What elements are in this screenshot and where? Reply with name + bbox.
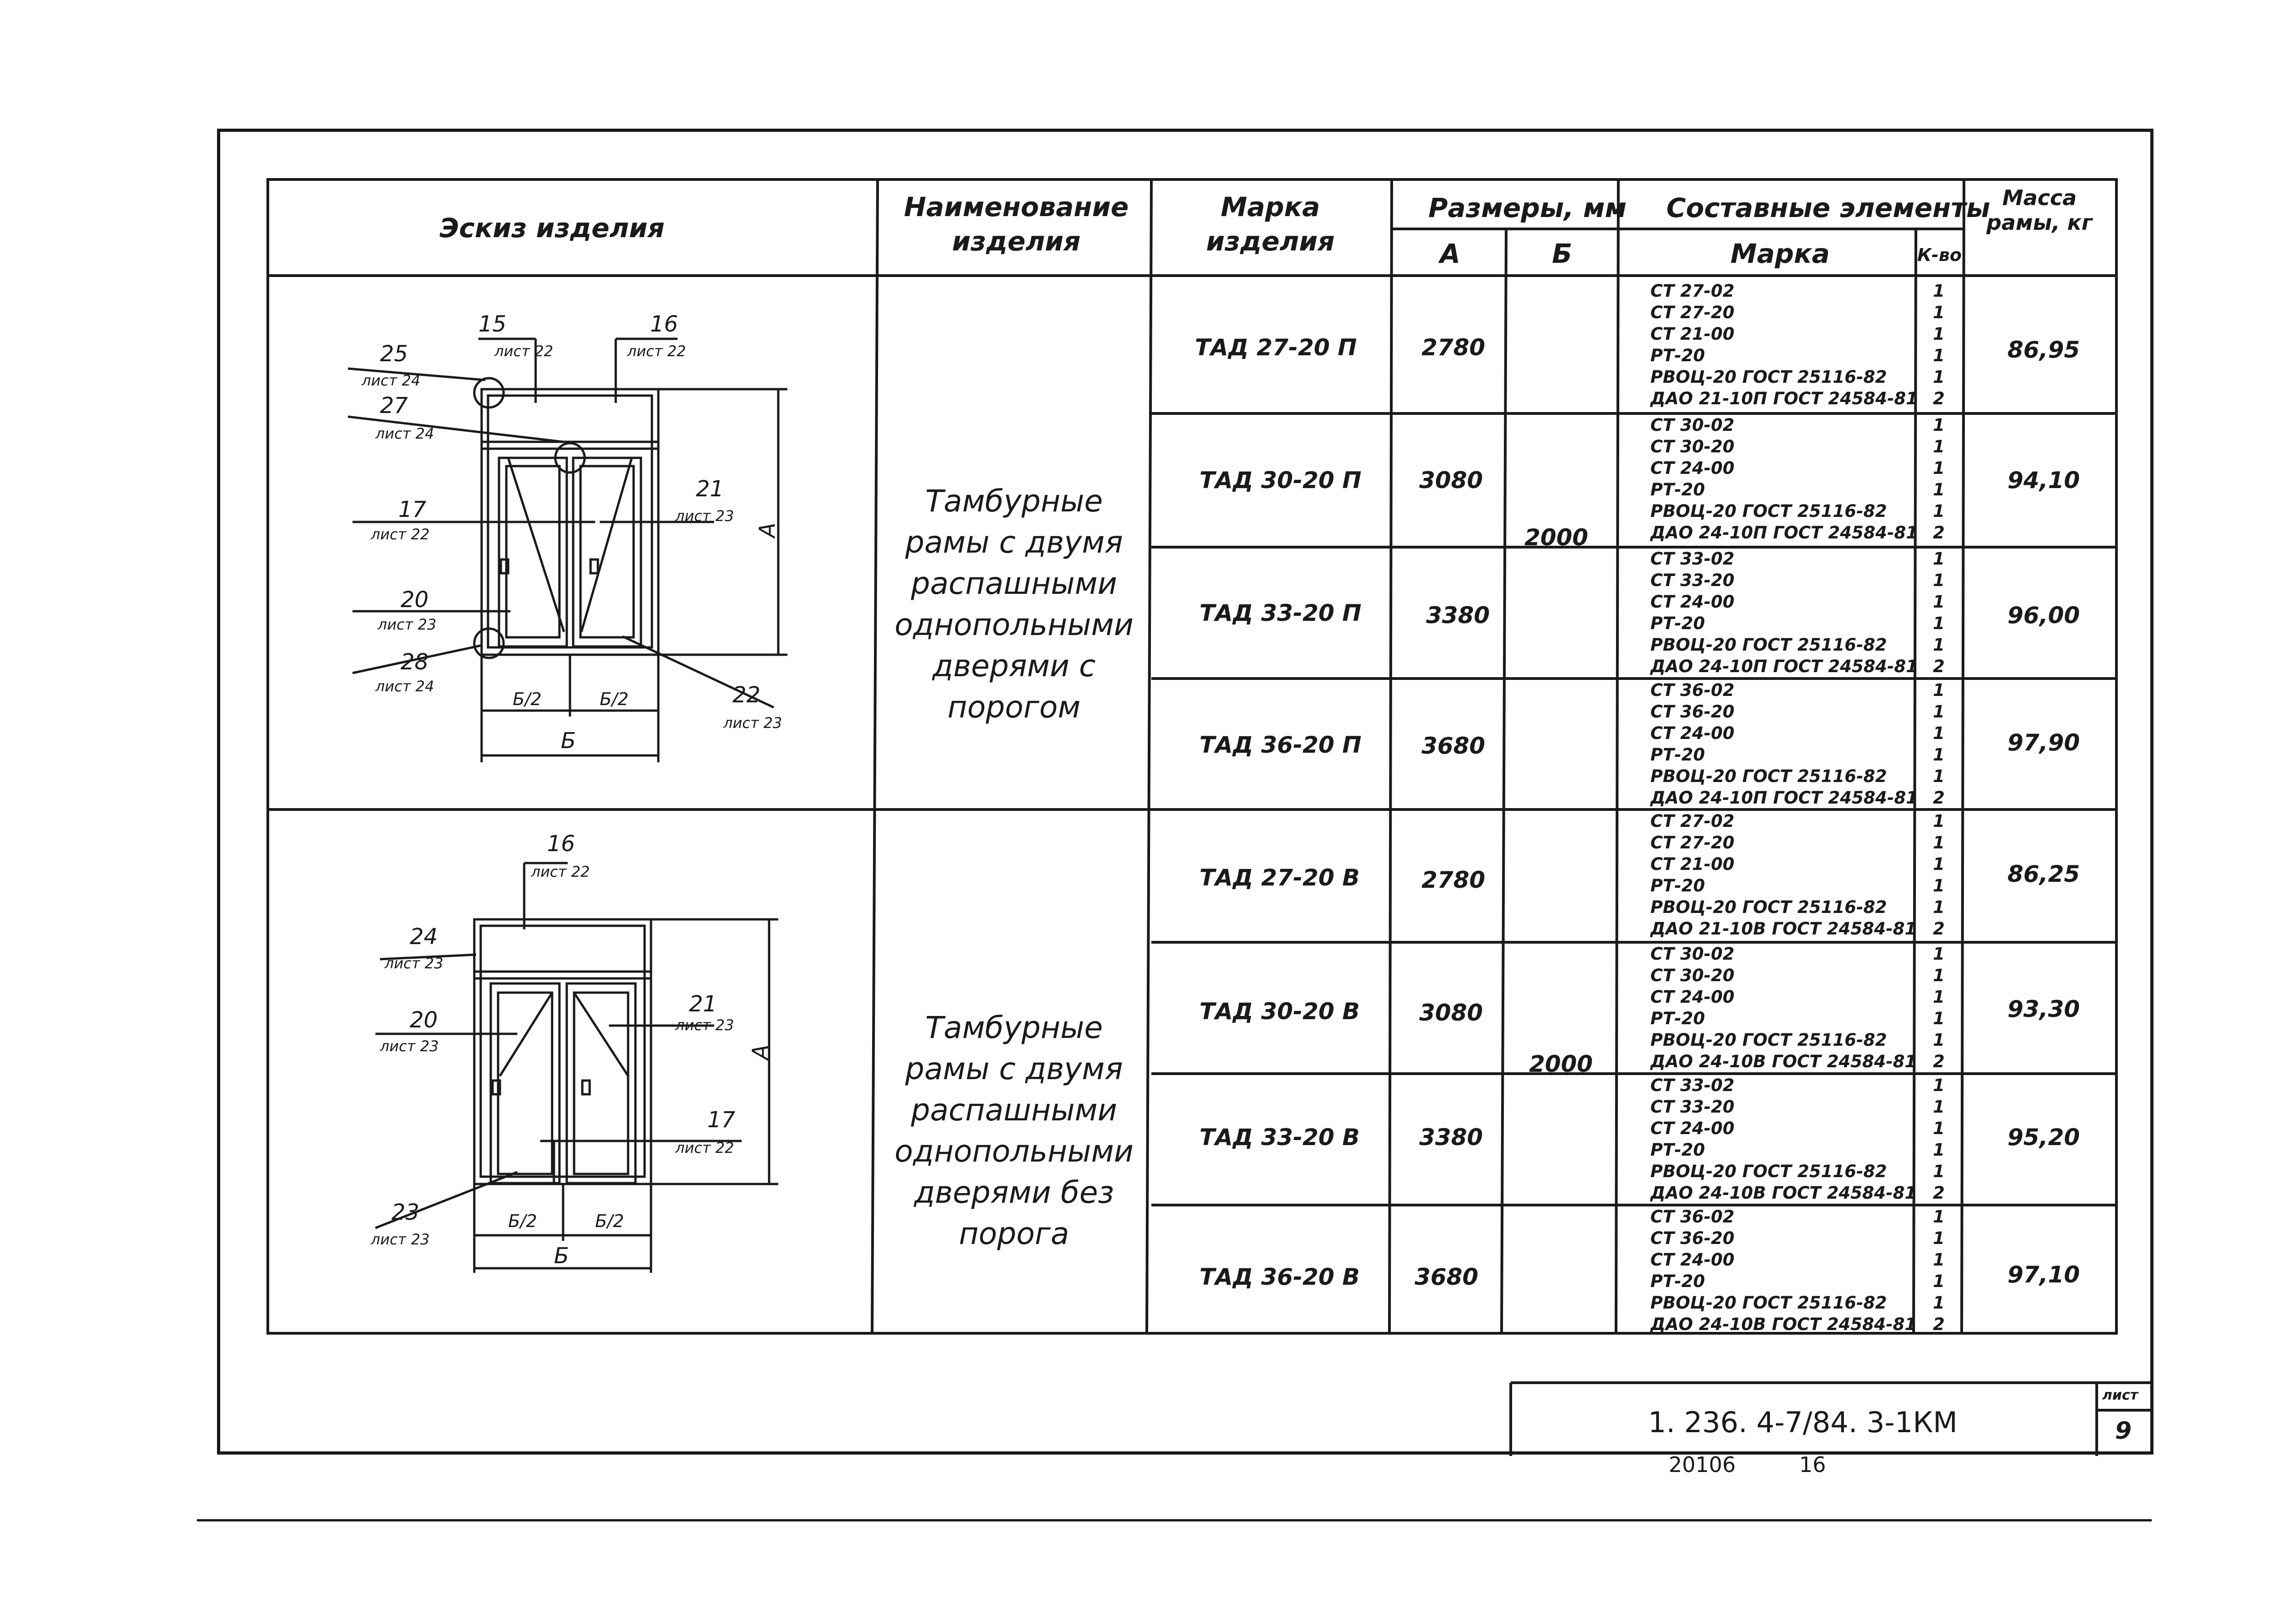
element: СТ 24-00: [1650, 1119, 1735, 1138]
header-size-a: А: [1440, 238, 1460, 269]
header-elem-mark: Марка: [1730, 238, 1830, 269]
callout-number: 21: [689, 991, 717, 1017]
element: СТ 27-20: [1650, 303, 1735, 322]
row-mark: ТАД 30-20 В: [1199, 998, 1360, 1025]
qty: 1: [1933, 324, 1945, 344]
element: РВОЦ-20 ГОСТ 25116-82: [1650, 367, 1887, 387]
callout-sheet: лист 22: [675, 1139, 734, 1157]
sheet-number: 9: [2115, 1417, 2132, 1445]
qty: 1: [1933, 570, 1945, 590]
header-name-text: Наименование изделия: [904, 191, 1129, 257]
qty-list: [1920, 1075, 1957, 1204]
qty: 1: [1933, 501, 1945, 521]
callout-number: 20: [410, 1007, 438, 1033]
callout-sheet: лист 23: [675, 507, 734, 525]
header-elements: Составные элементы: [1666, 192, 1991, 223]
qty: 1: [1933, 1162, 1945, 1181]
col-line: [1147, 179, 1151, 1333]
element: СТ 33-20: [1650, 570, 1735, 590]
row-mass: 96,00: [2007, 602, 2080, 629]
qty-list: [1920, 1206, 1957, 1335]
element: ДАО 24-10П ГОСТ 24584-81: [1650, 788, 1918, 808]
element-list: [1650, 414, 1918, 543]
qty-list: [1920, 548, 1957, 677]
archive-page: 16: [1799, 1452, 1826, 1477]
element: СТ 36-20: [1650, 702, 1735, 722]
col-line: [872, 179, 878, 1333]
element: СТ 24-00: [1650, 987, 1735, 1007]
row-mass: 86,25: [2007, 861, 2080, 887]
element: РТ-20: [1650, 614, 1705, 633]
qty-list: [1920, 943, 1957, 1072]
qty: 1: [1933, 437, 1945, 456]
element: ДАО 24-10П ГОСТ 24584-81: [1650, 523, 1918, 543]
group2-size-b: 2000: [1529, 1051, 1593, 1077]
row-size-a: 3080: [1419, 467, 1483, 494]
element: СТ 21-00: [1650, 854, 1735, 874]
qty-list: [1920, 679, 1957, 809]
row-mass: 95,20: [2007, 1124, 2080, 1151]
qty: 1: [1933, 1250, 1945, 1270]
header-size-b: Б: [1552, 238, 1573, 269]
qty: 1: [1933, 1097, 1945, 1117]
qty-list: [1920, 280, 1957, 409]
row-mass: 97,10: [2007, 1261, 2080, 1288]
element: ДАО 24-10В ГОСТ 24584-81: [1650, 1314, 1917, 1334]
qty: 1: [1933, 987, 1945, 1007]
left-leaf: [499, 458, 567, 646]
element: ДАО 24-10В ГОСТ 24584-81: [1650, 1052, 1917, 1071]
qty: 1: [1933, 897, 1945, 917]
callout-sheet: лист 23: [723, 714, 782, 732]
qty: 2: [1933, 1314, 1945, 1334]
element-list: [1650, 943, 1916, 1072]
row-mass: 94,10: [2007, 467, 2080, 494]
element: СТ 24-00: [1650, 1250, 1735, 1270]
callout-number: 16: [547, 831, 575, 857]
element: СТ 30-02: [1650, 944, 1735, 964]
qty: 1: [1933, 745, 1945, 765]
callout-sheet: лист 22: [371, 526, 430, 543]
dimension-half: Б/2: [595, 1211, 624, 1231]
element-list: [1650, 679, 1918, 809]
qty-list: [1920, 414, 1957, 543]
qty: 2: [1933, 788, 1945, 808]
header-name: [897, 190, 1135, 259]
dimension-b: Б: [554, 1243, 569, 1269]
callout-number: 17: [398, 497, 427, 522]
element-list: [1650, 280, 1918, 409]
qty: 1: [1933, 680, 1945, 700]
qty: 1: [1933, 966, 1945, 985]
element: РТ-20: [1650, 346, 1705, 365]
callout-number: 20: [401, 587, 429, 613]
callout-sheet: лист 24: [362, 372, 421, 389]
row-mark: ТАД 27-20 В: [1199, 864, 1360, 891]
element-list: [1650, 548, 1918, 677]
callout-sheet: лист 23: [675, 1016, 734, 1034]
callout-number: 24: [410, 924, 438, 950]
qty: 2: [1933, 523, 1945, 543]
qty: 1: [1933, 833, 1945, 853]
row-mass: 93,30: [2007, 996, 2080, 1022]
element: ДАО 24-10В ГОСТ 24584-81: [1650, 1183, 1917, 1203]
qty: 2: [1933, 1052, 1945, 1071]
header-sizes: Размеры, мм: [1428, 192, 1627, 223]
qty: 1: [1933, 1075, 1945, 1095]
callout-number: 22: [732, 682, 761, 708]
col-line: [1502, 229, 1506, 1333]
element: СТ 27-20: [1650, 833, 1735, 853]
row-size-a: 2780: [1421, 334, 1486, 361]
row-size-a: 3680: [1415, 1264, 1479, 1290]
archive-number: 20106: [1669, 1452, 1736, 1477]
callout-sheet: лист 24: [375, 678, 434, 695]
col-line: [1389, 179, 1392, 1333]
element: РТ-20: [1650, 480, 1705, 500]
qty: 1: [1933, 549, 1945, 569]
frame-outline: [474, 919, 651, 1184]
qty: 1: [1933, 303, 1945, 322]
qty: 1: [1933, 480, 1945, 500]
element: РВОЦ-20 ГОСТ 25116-82: [1650, 1162, 1887, 1181]
element: РВОЦ-20 ГОСТ 25116-82: [1650, 1030, 1887, 1050]
element: ДАО 21-10В ГОСТ 24584-81: [1650, 919, 1917, 939]
group1-size-b: 2000: [1524, 524, 1589, 551]
qty: 1: [1933, 702, 1945, 722]
callout-number: 21: [696, 476, 724, 502]
callout-sheet: лист 23: [371, 1231, 430, 1248]
element: СТ 36-20: [1650, 1228, 1735, 1248]
callout-sheet: лист 22: [494, 342, 553, 360]
row-mark: ТАД 27-20 П: [1195, 334, 1357, 361]
element-list: [1650, 1206, 1916, 1335]
qty: 2: [1933, 919, 1945, 939]
element: РВОЦ-20 ГОСТ 25116-82: [1650, 501, 1887, 521]
row-mark: ТАД 36-20 В: [1199, 1264, 1360, 1290]
col-line: [1616, 179, 1618, 1333]
element: СТ 30-20: [1650, 966, 1735, 985]
row-size-a: 2780: [1421, 867, 1486, 893]
element: РВОЦ-20 ГОСТ 25116-82: [1650, 766, 1887, 786]
element: РТ-20: [1650, 876, 1705, 896]
element: СТ 33-02: [1650, 1075, 1735, 1095]
row-size-a: 3680: [1421, 733, 1486, 759]
qty: 1: [1933, 766, 1945, 786]
element: ДАО 21-10П ГОСТ 24584-81: [1650, 389, 1918, 408]
row-mark: ТАД 33-20 П: [1199, 600, 1361, 626]
callout-sheet: лист 23: [380, 1037, 439, 1055]
qty: 1: [1933, 1293, 1945, 1313]
callout-number: 23: [391, 1200, 420, 1225]
qty: 1: [1933, 592, 1945, 612]
element: РТ-20: [1650, 745, 1705, 765]
element: СТ 27-02: [1650, 811, 1735, 831]
qty: 1: [1933, 281, 1945, 301]
element: СТ 36-02: [1650, 1207, 1735, 1227]
callout-sheet: лист 23: [385, 955, 444, 972]
callout-number: 17: [707, 1107, 736, 1133]
qty: 2: [1933, 389, 1945, 408]
element: РТ-20: [1650, 1271, 1705, 1291]
element: СТ 33-20: [1650, 1097, 1735, 1117]
qty: 1: [1933, 854, 1945, 874]
header-mass-text: Масса рамы, кг: [1986, 185, 2093, 235]
dimension-half: Б/2: [513, 689, 542, 709]
group2-name: Тамбурные рамы с двумя распашными однопольными дверями без порога: [894, 1010, 1134, 1251]
right-leaf: [567, 983, 635, 1183]
dimension-half: Б/2: [508, 1211, 537, 1231]
element: СТ 27-02: [1650, 281, 1735, 301]
qty: 1: [1933, 415, 1945, 435]
qty: 1: [1933, 1030, 1945, 1050]
row-mark: ТАД 30-20 П: [1199, 467, 1361, 494]
header-mass: [1969, 185, 2110, 235]
element: СТ 36-02: [1650, 680, 1735, 700]
dimension-half: Б/2: [600, 689, 629, 709]
element: СТ 21-00: [1650, 324, 1735, 344]
qty: 2: [1933, 1183, 1945, 1203]
element: СТ 30-20: [1650, 437, 1735, 456]
qty: 2: [1933, 657, 1945, 676]
qty: 1: [1933, 876, 1945, 896]
callout-sheet: лист 22: [531, 863, 590, 880]
qty: 1: [1933, 811, 1945, 831]
qty: 1: [1933, 1271, 1945, 1291]
document-code: 1. 236. 4-7/84. 3-1КМ: [1648, 1406, 1958, 1439]
col-line: [1962, 179, 1964, 1333]
qty: 1: [1933, 1009, 1945, 1028]
qty: 1: [1933, 458, 1945, 478]
dimension-a: А: [754, 522, 781, 538]
qty: 1: [1933, 346, 1945, 365]
group1-name: Тамбурные рамы с двумя распашными однопольными дверями с порогом: [894, 483, 1134, 725]
qty: 1: [1933, 1228, 1945, 1248]
element: СТ 30-02: [1650, 415, 1735, 435]
callout-sheet: лист 23: [378, 616, 437, 633]
handle: [582, 1081, 590, 1094]
element: РВОЦ-20 ГОСТ 25116-82: [1650, 635, 1887, 655]
handle: [591, 559, 598, 573]
header-sketch: Эскиз изделия: [439, 212, 665, 244]
row-mass: 97,90: [2007, 729, 2080, 756]
qty: 1: [1933, 1119, 1945, 1138]
qty: 1: [1933, 723, 1945, 743]
header-mark: [1170, 190, 1371, 259]
row-size-a: 3080: [1419, 999, 1483, 1026]
dimension-b: Б: [561, 728, 576, 754]
element: СТ 24-00: [1650, 592, 1735, 612]
qty: 1: [1933, 944, 1945, 964]
element: РТ-20: [1650, 1140, 1705, 1160]
row-mark: ТАД 33-20 В: [1199, 1124, 1360, 1151]
element: СТ 33-02: [1650, 549, 1735, 569]
row-size-a: 3380: [1419, 1124, 1483, 1151]
qty-list: [1920, 810, 1957, 940]
row-size-a: 3380: [1426, 602, 1490, 629]
element-list: [1650, 1075, 1916, 1204]
header-mark-text: Марка изделия: [1206, 191, 1335, 257]
handle: [501, 559, 508, 573]
sheet-label: лист: [2102, 1387, 2138, 1403]
callout-sheet: лист 24: [375, 425, 434, 442]
qty: 1: [1933, 1140, 1945, 1160]
element: РВОЦ-20 ГОСТ 25116-82: [1650, 897, 1887, 917]
callout-number: 16: [650, 311, 678, 337]
element: СТ 24-00: [1650, 458, 1735, 478]
callout-number: 28: [401, 649, 429, 675]
callout-sheet: лист 22: [627, 342, 686, 360]
element: СТ 24-00: [1650, 723, 1735, 743]
element: РВОЦ-20 ГОСТ 25116-82: [1650, 1293, 1887, 1313]
callout-number: 25: [380, 341, 408, 367]
row-mark: ТАД 36-20 П: [1199, 732, 1361, 758]
qty: 1: [1933, 1207, 1945, 1227]
dimension-a: А: [748, 1044, 774, 1060]
qty: 1: [1933, 635, 1945, 655]
callout-number: 15: [478, 311, 507, 337]
handle: [493, 1081, 500, 1094]
element: РТ-20: [1650, 1009, 1705, 1028]
element: ДАО 24-10П ГОСТ 24584-81: [1650, 657, 1918, 676]
element-list: [1650, 810, 1916, 940]
qty: 1: [1933, 367, 1945, 387]
callout-number: 27: [380, 393, 408, 418]
header-elem-qty: К-во: [1917, 245, 1962, 265]
row-mass: 86,95: [2007, 337, 2080, 363]
right-leaf: [573, 458, 641, 646]
qty: 1: [1933, 614, 1945, 633]
sketch-1: [348, 339, 787, 762]
